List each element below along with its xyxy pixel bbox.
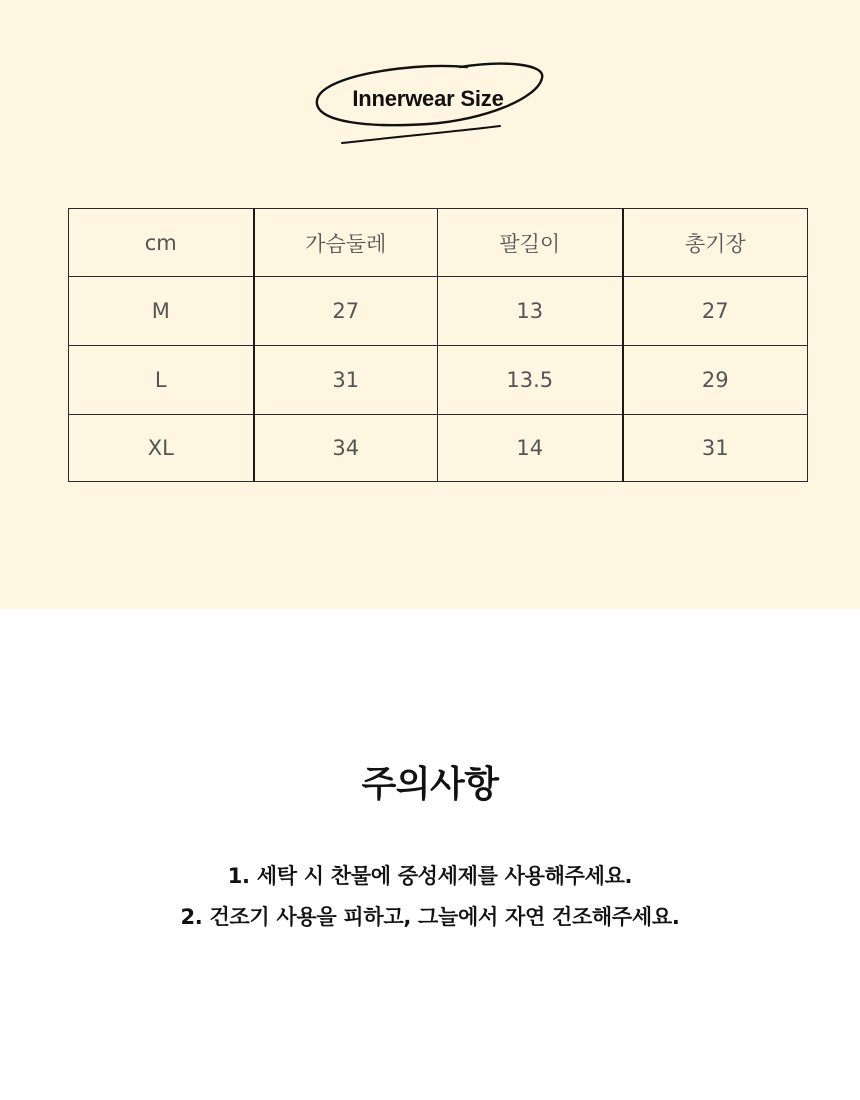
table-header-row — [69, 209, 808, 277]
notice-title: 주의사항 — [361, 764, 499, 805]
table-header-cell: cm — [69, 209, 254, 277]
table-header-cell: 총기장 — [623, 209, 808, 277]
table-header-cell: 팔길이 — [438, 209, 623, 277]
table-cell: 27 — [623, 277, 808, 346]
notice-item: 1. 세탁 시 찬물에 중성세제를 사용해주세요. — [227, 864, 633, 888]
table-row — [69, 415, 808, 482]
size-chart-title: Innerwear Size — [352, 86, 504, 111]
table-cell: L — [69, 346, 254, 415]
table-cell: 34 — [254, 415, 438, 482]
table-cell: XL — [69, 415, 254, 482]
table-cell: 31 — [623, 415, 808, 482]
size-chart-title-badge — [310, 58, 550, 148]
notice-item: 2. 건조기 사용을 피하고, 그늘에서 자연 건조해주세요. — [180, 905, 680, 929]
table-cell: 13 — [438, 277, 623, 346]
table-cell: 31 — [254, 346, 438, 415]
table-cell: 13.5 — [438, 346, 623, 415]
size-table — [68, 208, 808, 482]
table-cell: 29 — [623, 346, 808, 415]
table-row — [69, 346, 808, 415]
table-header-cell: 가슴둘레 — [254, 209, 438, 277]
table-row — [69, 277, 808, 346]
table-cell: 14 — [438, 415, 623, 482]
table-cell: M — [69, 277, 254, 346]
table-cell: 27 — [254, 277, 438, 346]
